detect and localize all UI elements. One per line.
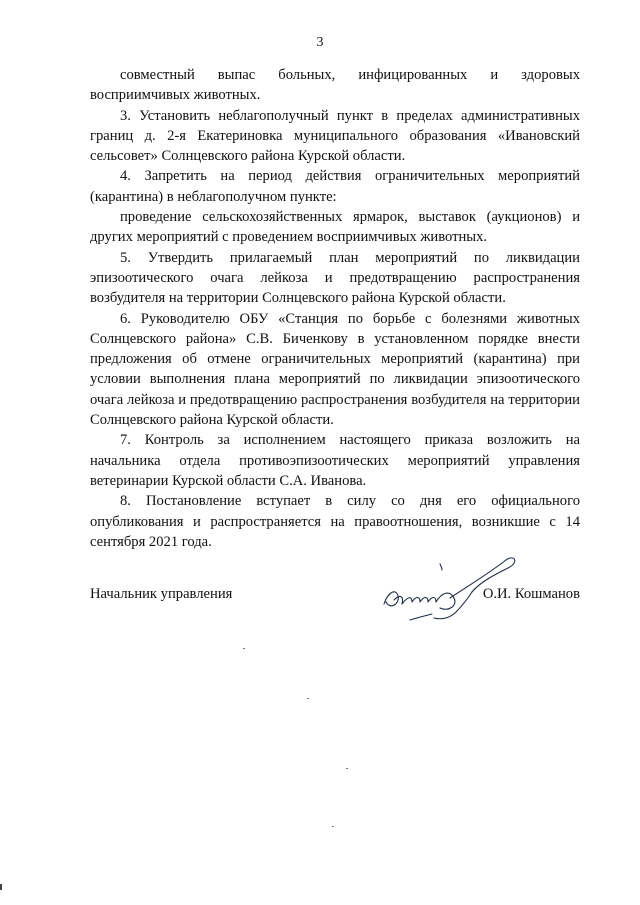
scan-speck bbox=[332, 826, 334, 827]
scan-speck bbox=[243, 648, 245, 649]
scan-speck bbox=[346, 768, 348, 769]
scan-speck bbox=[307, 698, 309, 699]
paragraph-item-6: 6. Руководителю ОБУ «Станция по борьбе с болезнями животных Солнцевского района» С.В. Биченкову в установленном порядке внести предложения об отмене ограничительных мероприятий (карантина) при условии выполнения плана мероприятий по ликвидации эпизоотического очага лейкоза и предотвращению распространения возбудителя на территории Солнцевского района Курской области. bbox=[90, 310, 580, 429]
paragraph-item-8: 8. Постановление вступает в силу со дня его официального опубликования и распространяется на правоотношения, возникшие с 14 сентября 2021 года. bbox=[90, 493, 580, 550]
paragraph-continuation: совместный выпас больных, инфицированных и здоровых восприимчивых животных. bbox=[90, 67, 580, 104]
paragraph-item-4-detail: проведение сельскохозяйственных ярмарок, выставок (аукционов) и других мероприятий с проведением восприимчивых животных. bbox=[90, 209, 580, 246]
page-number: 3 bbox=[316, 35, 324, 50]
signer-name: О.И. Кошманов bbox=[482, 586, 580, 602]
paragraph-item-7: 7. Контроль за исполнением настоящего приказа возложить на начальника отдела противоэпизоотических мероприятий управления ветеринарии Курской области С.А. Иванова. bbox=[90, 432, 580, 489]
document-body bbox=[90, 65, 580, 552]
paragraph-item-3: 3. Установить неблагополучный пункт в пределах административных границ д. 2-я Екатериновка муниципального образования «Ивановский сельсовет» Солнцевского района Курской области. bbox=[90, 107, 580, 165]
position-title: Начальник управления bbox=[90, 586, 233, 602]
paragraph-item-4: 4. Запретить на период действия ограничительных мероприятий (карантина) в неблагополучном пункте: bbox=[90, 168, 580, 205]
handwritten-signature bbox=[376, 552, 526, 622]
paragraph-item-5: 5. Утвердить прилагаемый план мероприятий по ликвидации эпизоотического очага лейкоза и предотвращению распространения возбудителя на территории Солнцевского района Курской области. bbox=[90, 249, 580, 307]
scan-edge-mark bbox=[0, 884, 2, 890]
